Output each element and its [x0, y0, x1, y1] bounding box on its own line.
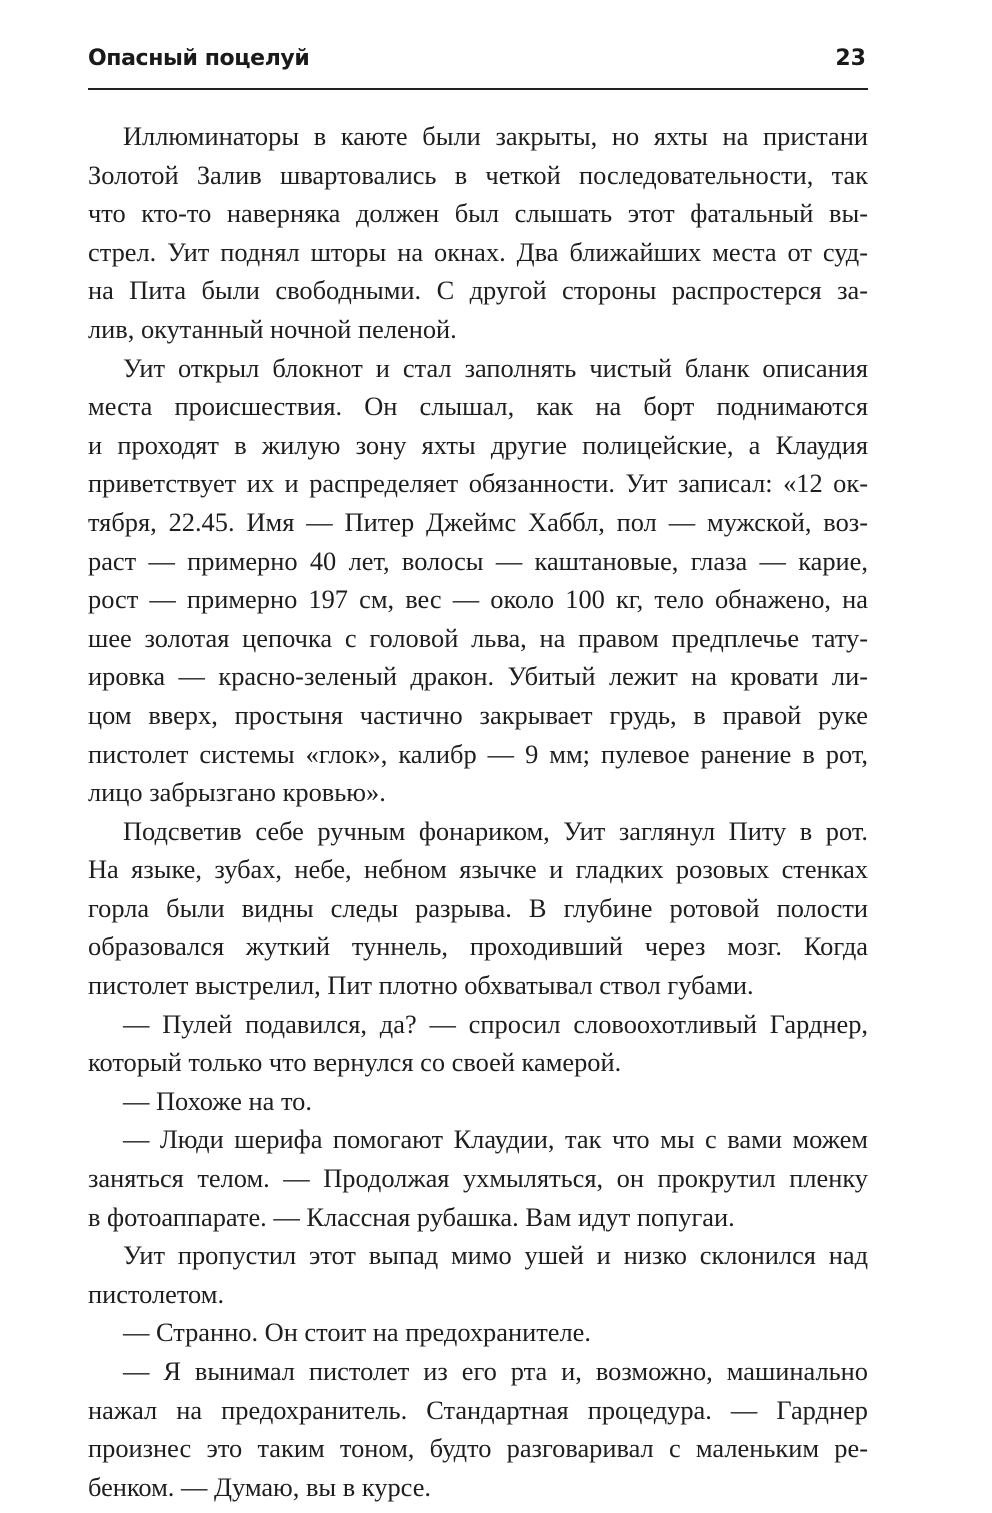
text-line: бенком. — Думаю, вы в курсе.: [88, 1471, 431, 1502]
text-line: Золотой Залив швартовались в четкой последовательности, так: [88, 159, 868, 190]
header-rule: [88, 88, 868, 90]
text-line: Подсветив себе ручным фонариком, Уит заглянул Питу в рот.: [123, 815, 868, 846]
text-line: ировка — красно-зеленый дракон. Убитый лежит на кровати ли-: [88, 661, 868, 692]
text-line: цом вверх, простыня частично закрывает грудь, в правой руке: [88, 699, 868, 730]
body-text: [88, 117, 868, 1506]
text-line: — Похоже на то.: [123, 1085, 312, 1116]
paragraph: [88, 1352, 868, 1506]
text-line: — Странно. Он стоит на предохранителе.: [123, 1317, 591, 1348]
text-line: стрел. Уит поднял шторы на окнах. Два ближайших места от суд-: [88, 236, 868, 267]
text-line: шее золотая цепочка с головой льва, на правом предплечье тату-: [88, 622, 868, 653]
paragraph: [88, 812, 868, 1005]
text-line: и проходят в жилую зону яхты другие полицейские, а Клаудия: [88, 429, 868, 460]
text-line: тября, 22.45. Имя — Питер Джеймс Хаббл, пол — мужской, воз-: [88, 506, 868, 537]
paragraph: [88, 1313, 868, 1352]
text-line: — Пулей подавился, да? — спросил словоохотливый Гарднер,: [123, 1008, 868, 1039]
text-line: рост — примерно 197 см, вес — около 100 кг, тело обнажено, на: [88, 584, 868, 615]
text-line: пистолет выстрелил, Пит плотно обхватывал ствол губами.: [88, 970, 754, 1001]
text-line: заняться телом. — Продолжая ухмыляться, он прокрутил пленку: [88, 1163, 868, 1194]
text-line: нажал на предохранитель. Стандартная процедура. — Гарднер: [88, 1394, 868, 1425]
paragraph: [88, 1082, 868, 1121]
paragraph: [88, 349, 868, 812]
text-line: в фотоаппарате. — Классная рубашка. Вам идут попугаи.: [88, 1201, 735, 1232]
text-line: места происшествия. Он слышал, как на борт поднимаются: [88, 391, 868, 422]
text-line: раст — примерно 40 лет, волосы — каштановые, глаза — карие,: [88, 545, 868, 576]
running-title: Опасный поцелуй: [88, 46, 310, 71]
text-line: горла были видны следы разрыва. В глубине ротовой полости: [88, 892, 868, 923]
text-line: пистолет системы «глок», калибр — 9 мм; пулевое ранение в рот,: [88, 738, 868, 769]
text-line: произнес это таким тоном, будто разговаривал с маленьким ре-: [88, 1433, 868, 1464]
text-line: Уит открыл блокнот и стал заполнять чистый бланк описания: [123, 352, 868, 383]
text-line: — Люди шерифа помогают Клаудии, так что мы с вами можем: [123, 1124, 868, 1155]
paragraph: [88, 1005, 868, 1082]
text-line: лив, окутанный ночной пеленой.: [88, 313, 457, 344]
text-line: который только что вернулся со своей камерой.: [88, 1047, 622, 1078]
page-number: 23: [835, 46, 866, 71]
text-line: образовался жуткий туннель, проходивший через мозг. Когда: [88, 931, 868, 962]
paragraph: [88, 117, 868, 349]
paragraph: [88, 1236, 868, 1313]
paragraph: [88, 1120, 868, 1236]
text-line: лицо забрызгано кровью».: [88, 777, 386, 808]
running-head: [88, 44, 868, 84]
text-line: на Пита были свободными. С другой стороны распростерся за-: [88, 275, 868, 306]
text-line: что кто-то наверняка должен был слышать этот фатальный вы-: [88, 198, 868, 229]
text-line: приветствует их и распределяет обязанности. Уит записал: «12 ок-: [88, 468, 868, 499]
text-line: На языке, зубах, небе, небном язычке и гладких розовых стенках: [88, 854, 868, 885]
text-line: пистолетом.: [88, 1278, 225, 1309]
text-line: — Я вынимал пистолет из его рта и, возможно, машинально: [123, 1356, 868, 1386]
text-line: Иллюминаторы в каюте были закрыты, но яхты на пристани: [123, 121, 868, 151]
text-line: Уит пропустил этот выпад мимо ушей и низко склонился над: [123, 1240, 868, 1271]
